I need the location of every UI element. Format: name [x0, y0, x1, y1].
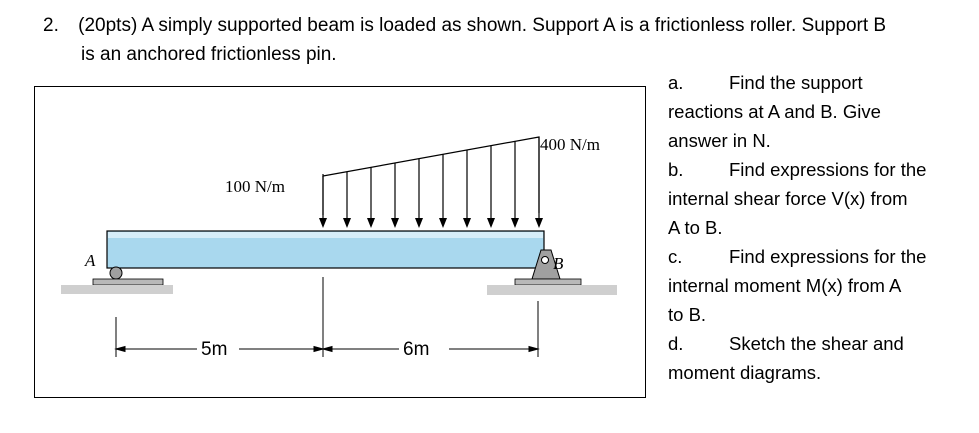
- load-arrow-head: [439, 218, 447, 228]
- question-part-letter: a.: [668, 72, 684, 93]
- question-part-letter: b.: [668, 159, 684, 180]
- question-part-text: moment diagrams.: [668, 362, 822, 383]
- dimension-left: 5m: [201, 339, 228, 360]
- question-part-letter: c.: [668, 246, 683, 267]
- problem-statement-1: (20pts) A simply supported beam is loaded as shown. Support A is a frictionless roller. Support B: [78, 15, 887, 36]
- question-part: [668, 329, 968, 387]
- question-part-head: [668, 155, 968, 184]
- problem-number: 2.: [43, 15, 59, 36]
- question-part-head: [668, 329, 968, 358]
- load-arrow-head: [463, 218, 471, 228]
- beam-top-highlight: [108, 232, 543, 238]
- beam-figure: [34, 86, 646, 398]
- load-label-left: 100 N/m: [225, 177, 285, 196]
- question-part: [668, 155, 968, 242]
- load-label-right: 400 N/m: [540, 135, 600, 154]
- load-arrow-head: [343, 218, 351, 228]
- question-part-text: answer in N.: [668, 130, 771, 151]
- question-part-text: internal shear force V(x) from: [668, 188, 908, 209]
- question-part-letter: d.: [668, 333, 684, 354]
- question-parts: [668, 68, 968, 387]
- problem-line-2: [81, 44, 337, 66]
- load-arrow-head: [415, 218, 423, 228]
- load-arrow-head: [535, 218, 543, 228]
- load-arrow-head: [319, 218, 327, 228]
- question-part-head: [668, 68, 968, 97]
- dimension-lines: [116, 277, 538, 357]
- question-part-text: Find the support: [729, 72, 863, 93]
- load-arrow-head: [391, 218, 399, 228]
- question-part-text: Sketch the shear and: [729, 333, 904, 354]
- question-part: [668, 242, 968, 329]
- problem-statement-2: is an anchored frictionless pin.: [81, 44, 337, 65]
- question-part-text: internal moment M(x) from A: [668, 275, 902, 296]
- support-a-label: A: [85, 251, 96, 270]
- question-part: [668, 68, 968, 155]
- support-b-label: B: [553, 254, 564, 273]
- load-outline: [323, 137, 539, 213]
- question-part-text: A to B.: [668, 217, 723, 238]
- load-arrow-head: [511, 218, 519, 228]
- dimension-right: 6m: [403, 339, 430, 360]
- question-part-text: Find expressions for the: [729, 246, 927, 267]
- roller-support-a: [61, 267, 173, 294]
- problem-line-1: [43, 15, 886, 37]
- beam-diagram: [35, 87, 645, 397]
- question-part-text: Find expressions for the: [729, 159, 927, 180]
- load-arrow-head: [367, 218, 375, 228]
- load-arrow-head: [487, 218, 495, 228]
- load-arrows: [319, 137, 543, 228]
- question-part-text: to B.: [668, 304, 707, 325]
- question-part-text: reactions at A and B. Give: [668, 101, 881, 122]
- question-part-head: [668, 242, 968, 271]
